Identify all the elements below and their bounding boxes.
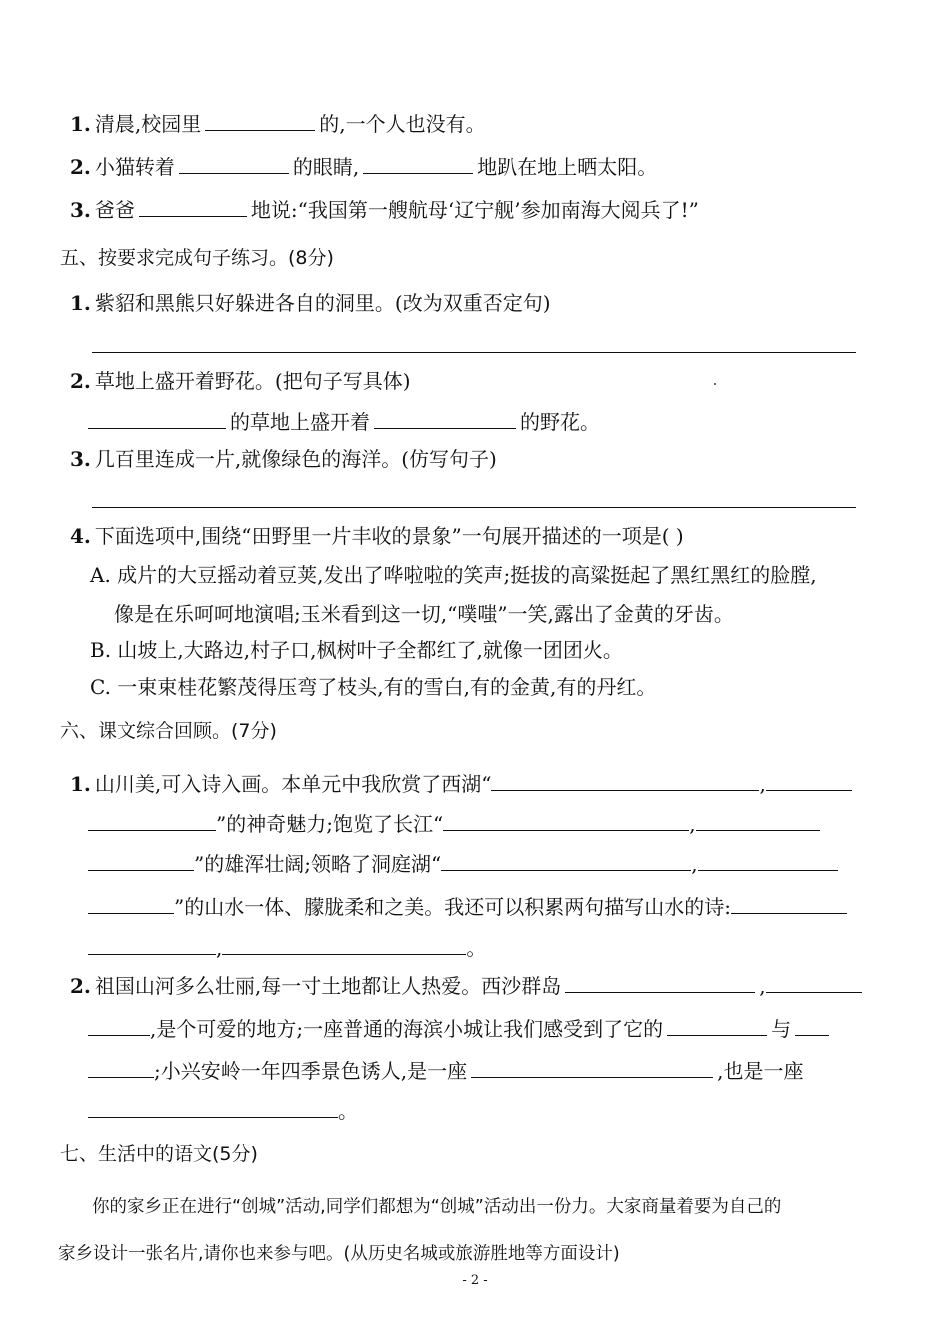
question-text: 祖国山河多么壮丽,每一寸土地都让人热爱。西沙群岛 [94,974,562,998]
answer-blank[interactable] [698,850,838,871]
question-text: 。 [466,936,487,960]
speck [714,383,716,385]
answer-blank[interactable] [88,934,216,955]
question-text: , [759,772,766,796]
question-text: 的野花。 [520,410,600,434]
answer-blank[interactable] [88,850,194,871]
s5-q1 [70,289,551,317]
item-number: 2. [70,974,91,998]
question-text: ;小兴安岭一年四季景色诱人,是一座 [154,1059,468,1083]
question-text: ,是个可爱的地方;一座普通的海滨小城让我们感受到了它的 [150,1017,664,1041]
item-number: 2. [70,369,91,393]
question-text: 的草地上盛开着 [230,410,370,434]
section-7-paragraph-line-1: 你的家乡正在进行“创城”活动,同学们都想为“创城”活动出一份力。大家商量着要为自己的 [92,1197,782,1217]
answer-blank[interactable] [88,1097,338,1118]
answer-blank[interactable] [363,153,473,174]
s5-q2-fill [88,408,600,436]
question-text: ”的神奇魅力;饱览了长江“ [216,812,444,836]
s4-item-1 [70,110,486,138]
item-text: 清晨,校园里 [94,112,202,136]
answer-blank[interactable] [766,972,862,993]
question-text: 。 [338,1099,358,1123]
s5-q4 [70,522,684,550]
answer-blank[interactable] [491,770,759,791]
s5-q2 [70,367,411,395]
question-text: ”的雄浑壮阔;领略了洞庭湖“ [194,852,442,876]
section-6-title: 六、课文综合回顾。(7分) [60,720,277,742]
answer-line[interactable] [92,507,856,508]
section-5-title: 五、按要求完成句子练习。(8分) [60,247,334,269]
answer-blank[interactable] [179,153,289,174]
question-text: 草地上盛开着野花。(把句子写具体) [94,369,411,393]
question-text: , [691,852,698,876]
s5-q3 [70,445,497,473]
s4-item-3 [70,196,699,224]
item-number: 4. [70,524,91,548]
item-text: 爸爸 [94,198,135,222]
answer-blank[interactable] [88,408,226,429]
answer-blank[interactable] [795,1015,829,1036]
answer-blank[interactable] [374,408,516,429]
answer-blank[interactable] [696,810,820,831]
item-number: 1. [70,772,91,796]
s6-q1-line-3 [88,850,838,878]
answer-blank[interactable] [443,810,689,831]
item-text: 的,一个人也没有。 [319,112,486,136]
answer-blank[interactable] [565,972,755,993]
question-text: , [689,812,696,836]
answer-blank[interactable] [88,1015,150,1036]
section-7-paragraph-line-2: 家乡设计一张名片,请你也来参与吧。(从历史名城或旅游胜地等方面设计) [58,1244,620,1264]
option-a-line-1[interactable]: A. 成片的大豆摇动着豆荚,发出了哗啦啦的笑声;挺拔的高粱挺起了黑红黑红的脸膛, [90,563,817,587]
page-number: - 2 - [462,1273,488,1288]
question-text: , [216,936,223,960]
item-text: 地说:“我国第一艘航母‘辽宁舰’参加南海大阅兵了!” [250,198,699,222]
s6-q2-line-1 [70,972,862,1000]
s6-q2-line-2 [88,1015,833,1043]
s6-q2-line-4 [88,1097,358,1125]
option-c[interactable]: C. 一束束桂花繁茂得压弯了枝头,有的雪白,有的金黄,有的丹红。 [90,675,657,699]
item-number: 3. [70,447,91,471]
answer-blank[interactable] [205,110,315,131]
item-number: 1. [70,291,91,315]
answer-blank[interactable] [667,1015,767,1036]
answer-blank[interactable] [766,770,852,791]
question-text: ”的山水一体、朦胧柔和之美。我还可以积累两句描写山水的诗: [174,895,731,919]
section-7-title: 七、生活中的语文(5分) [60,1143,258,1165]
question-text: 山川美,可入诗入画。本单元中我欣赏了西湖“ [94,772,492,796]
answer-line[interactable] [92,352,856,353]
answer-blank[interactable] [441,850,691,871]
s6-q1-line-1 [70,770,852,798]
item-number: 3. [70,198,91,222]
answer-blank[interactable] [88,1057,154,1078]
question-text: 下面选项中,围绕“田野里一片丰收的景象”一句展开描述的一项是( ) [94,524,684,548]
s4-item-2 [70,153,657,181]
s6-q1-line-4 [88,893,847,921]
question-text: 几百里连成一片,就像绿色的海洋。(仿写句子) [94,447,497,471]
question-text: , [759,974,766,998]
answer-blank[interactable] [88,810,216,831]
s6-q1-line-2 [88,810,820,838]
item-number: 1. [70,112,91,136]
answer-blank[interactable] [471,1057,713,1078]
question-text: 紫貂和黑熊只好躲进各自的洞里。(改为双重否定句) [94,291,551,315]
answer-blank[interactable] [88,893,174,914]
option-a-line-2: 像是在乐呵呵地演唱;玉米看到这一切,“噗嗤”一笑,露出了金黄的牙齿。 [114,602,734,626]
answer-blank[interactable] [139,196,247,217]
answer-blank[interactable] [731,893,847,914]
question-text: ,也是一座 [717,1059,804,1083]
item-text: 地趴在地上晒太阳。 [477,155,658,179]
item-text: 小猫转着 [94,155,175,179]
option-b[interactable]: B. 山坡上,大路边,村子口,枫树叶子全都红了,就像一团团火。 [90,638,623,662]
answer-blank[interactable] [222,934,466,955]
item-text: 的眼睛, [292,155,360,179]
s6-q1-line-5 [88,934,486,962]
item-number: 2. [70,155,91,179]
question-text: 与 [771,1017,792,1041]
s6-q2-line-3 [88,1057,803,1085]
